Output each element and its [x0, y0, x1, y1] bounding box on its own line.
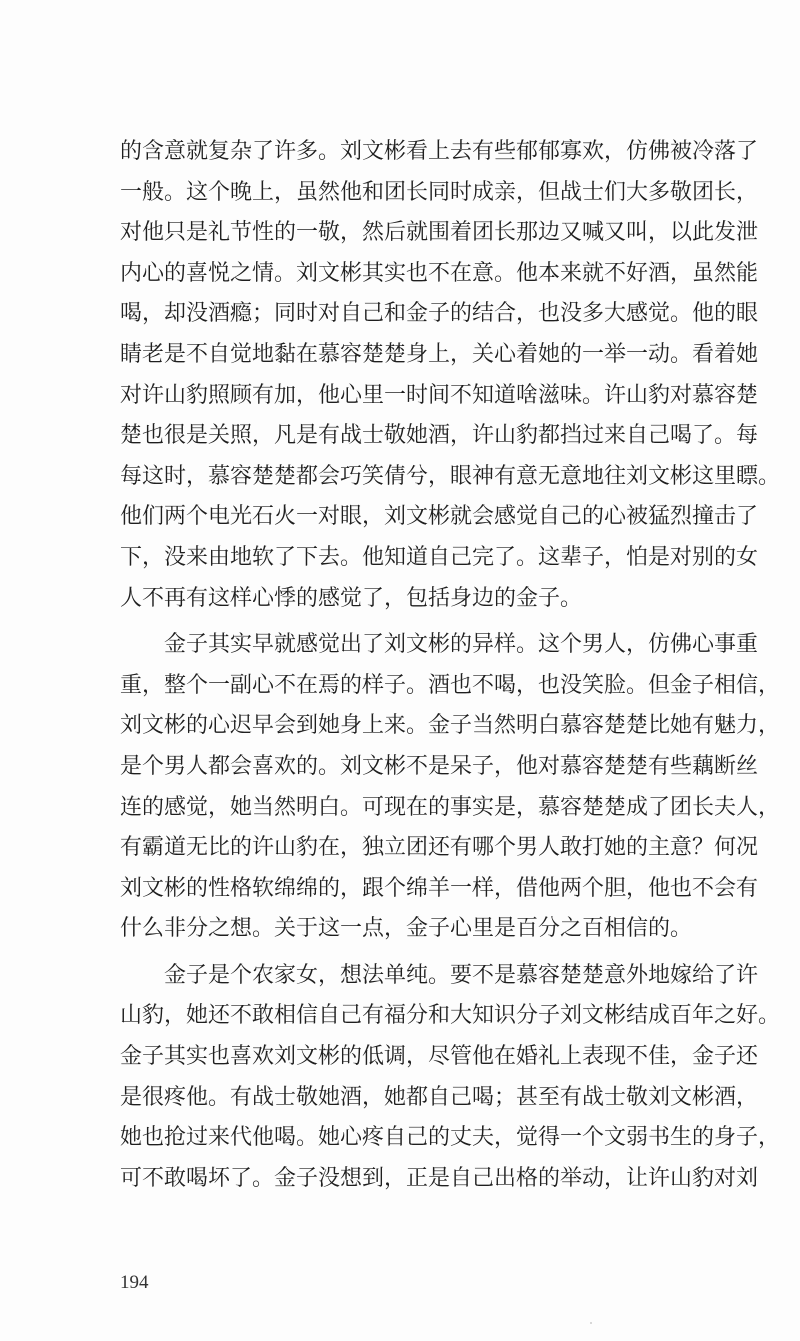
body-text [120, 132, 781, 1205]
paragraph-1 [120, 132, 781, 619]
text-line: 刘文彬的心迟早会到她身上来。金子当然明白慕容楚楚比她有魅力， [120, 713, 781, 739]
text-line: 连的感觉，她当然明白。可现在的事实是，慕容楚楚成了团长夫人， [120, 794, 781, 820]
text-line: 他们两个电光石火一对眼，刘文彬就会感觉自己的心被猛烈撞击了 [120, 504, 759, 530]
scan-speck [590, 1322, 592, 1324]
text-line: 喝，却没酒瘾；同时对自己和金子的结合，也没多大感觉。他的眼 [120, 301, 759, 327]
text-line: 人不再有这样心悸的感觉了，包括身边的金子。 [120, 585, 583, 611]
text-line: 对他只是礼节性的一敬，然后就围着团长那边又喊又叫，以此发泄 [120, 220, 759, 246]
paragraph-3 [120, 956, 781, 1200]
text-line: 对许山豹照顾有加，他心里一时间不知道啥滋味。许山豹对慕容楚 [120, 382, 759, 408]
text-line: 是个男人都会喜欢的。刘文彬不是呆子，他对慕容楚楚有些藕断丝 [120, 753, 759, 779]
text-line: 可不敢喝坏了。金子没想到，正是自己出格的举动，让许山豹对刘 [120, 1165, 759, 1191]
text-line: 她也抢过来代他喝。她心疼自己的丈夫，觉得一个文弱书生的身子， [120, 1125, 781, 1151]
text-line: 有霸道无比的许山豹在，独立团还有哪个男人敢打她的主意？何况 [120, 835, 759, 861]
text-line: 刘文彬的性格软绵绵的，跟个绵羊一样，借他两个胆，他也不会有 [120, 875, 759, 901]
text-line: 一般。这个晚上，虽然他和团长同时成亲，但战士们大多敬团长， [120, 179, 759, 205]
text-line: 金子其实也喜欢刘文彬的低调，尽管他在婚礼上表现不佳，金子还 [120, 1044, 759, 1070]
text-line: 重，整个一副心不在焉的样子。酒也不喝，也没笑脸。但金子相信， [120, 672, 781, 698]
text-line: 楚也很是关照，凡是有战士敬她酒，许山豹都挡过来自己喝了。每 [120, 423, 759, 449]
text-line: 什么非分之想。关于这一点，金子心里是百分之百相信的。 [120, 916, 693, 942]
text-line: 睛老是不自觉地黏在慕容楚楚身上，关心着她的一举一动。看着她 [120, 341, 759, 367]
text-line: 金子是个农家女，想法单纯。要不是慕容楚楚意外地嫁给了许 [164, 962, 759, 988]
text-line: 每这时，慕容楚楚都会巧笑倩兮，眼神有意无意地往刘文彬这里瞟。 [120, 463, 781, 489]
paragraph-2 [120, 625, 781, 950]
text-line: 山豹，她还不敢相信自己有福分和大知识分子刘文彬结成百年之好。 [120, 1003, 781, 1029]
text-line: 金子其实早就感觉出了刘文彬的异样。这个男人，仿佛心事重 [164, 632, 759, 658]
text-line: 下，没来由地软了下去。他知道自己完了。这辈子，怕是对别的女 [120, 544, 759, 570]
text-line: 是很疼他。有战士敬她酒，她都自己喝；甚至有战士敬刘文彬酒， [120, 1084, 759, 1110]
page-number: 194 [120, 1272, 149, 1293]
text-line: 内心的喜悦之情。刘文彬其实也不在意。他本来就不好酒，虽然能 [120, 260, 759, 286]
text-line: 的含意就复杂了许多。刘文彬看上去有些郁郁寡欢，仿佛被冷落了 [120, 139, 759, 164]
